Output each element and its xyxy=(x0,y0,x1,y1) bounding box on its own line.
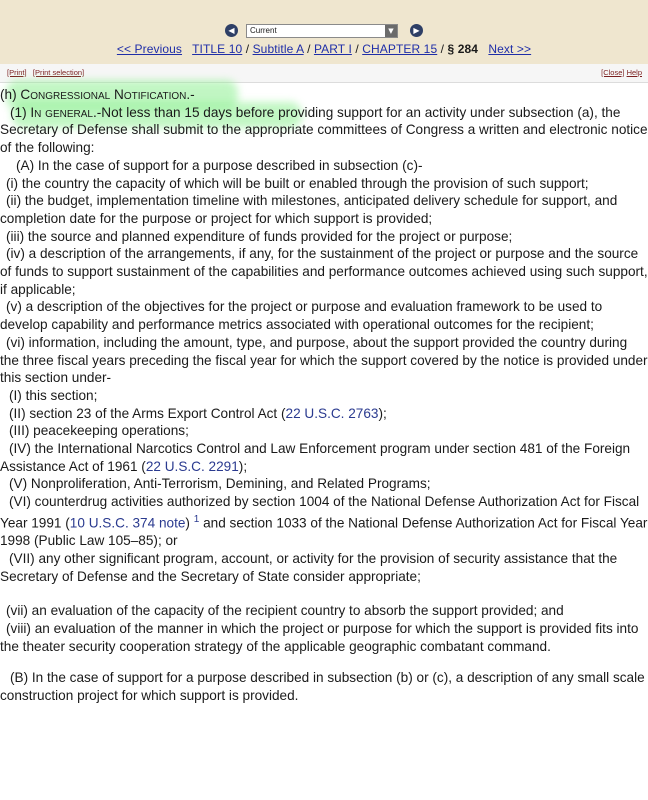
breadcrumb-separator: / xyxy=(307,42,311,56)
navigation-bar xyxy=(0,0,648,64)
chevron-down-icon[interactable]: ▼ xyxy=(385,25,397,37)
paragraph-text: -Not less than 15 days before providing support for an activity under subsection (a), the Secretary of Defense shall submit to the appropriate committees of Congress a written and electronic notice of the following: xyxy=(0,104,648,156)
spacer xyxy=(0,655,648,669)
clause-iii: (iii) the source and planned expenditure of funds provided for the project or purpose; xyxy=(6,228,513,244)
subsection-heading: Congressional Notification.- xyxy=(20,87,195,102)
subsection-h-heading xyxy=(0,86,648,104)
usc-ref-link[interactable]: 10 U.S.C. 374 note xyxy=(69,515,186,531)
clause-B: (B) In the case of support for a purpose described in subsection (b) or (c), a description of any small scale construction project for which support is provided. xyxy=(0,670,645,704)
paragraph-heading: In general. xyxy=(30,104,97,120)
usc-ref-link[interactable]: 22 U.S.C. 2291 xyxy=(145,458,239,474)
subclause-text: ) xyxy=(185,515,194,531)
clause-i: (i) the country the capacity of which will be built or enabled through the provision of such support; xyxy=(6,175,589,191)
clause-v: (v) a description of the objectives for the project or purpose and evaluation framework to be used to develop capability and performance metrics associated with operational outcomes for the recipient; xyxy=(0,299,603,333)
subclause-I: (I) this section; xyxy=(9,387,98,403)
subclause-text: ); xyxy=(378,405,387,421)
breadcrumb-title[interactable]: TITLE 10 xyxy=(192,42,243,56)
breadcrumb-section: § 284 xyxy=(447,42,479,56)
clause-A: (A) In the case of support for a purpose described in subsection (c)- xyxy=(16,157,423,173)
print-link[interactable]: [Print] xyxy=(7,68,27,77)
statute-content xyxy=(0,86,648,705)
breadcrumb-chapter[interactable]: CHAPTER 15 xyxy=(362,42,438,56)
subclause-text: (IV) the International Narcotics Control and Law Enforcement program under section 481 of the Foreign Assistance Act of 1961 ( xyxy=(0,441,631,474)
footnote-link[interactable]: 1 xyxy=(193,513,200,525)
right-arrow-round-icon[interactable]: ▶ xyxy=(410,24,423,37)
subclause-VI xyxy=(0,493,648,550)
clause-viii: (viii) an evaluation of the manner in which the project or purpose for which the support is provided fits into the theater security cooperation strategy of the applicable geographic combatant command. xyxy=(0,620,639,654)
subsection-label: (h) xyxy=(0,87,21,102)
breadcrumb-part[interactable]: PART I xyxy=(313,42,352,56)
subclause-text: ); xyxy=(238,458,248,474)
next-link[interactable]: Next >> xyxy=(488,42,532,56)
close-link[interactable]: [Close] xyxy=(601,68,625,77)
breadcrumb-separator: / xyxy=(440,42,445,56)
subclause-III: (III) peacekeeping operations; xyxy=(9,423,189,439)
help-link[interactable]: Help xyxy=(626,68,642,77)
left-arrow-round-icon[interactable]: ◀ xyxy=(225,24,238,37)
subclause-text: and section 1033 of the National Defense Authorization Act for Fiscal Year 1998 (Public Law 105–85); or xyxy=(0,515,648,549)
previous-link[interactable]: << Previous xyxy=(116,42,183,56)
breadcrumb xyxy=(0,42,648,56)
subclause-VII: (VII) any other significant program, account, or activity for the provision of security assistance that the Secretary of Defense and the Secretary of State consider appropriate; xyxy=(0,550,618,584)
subclause-II xyxy=(0,405,648,423)
clause-iv: (iv) a description of the arrangements, if any, for the sustainment of the project or purpose and the source of funds to support sustainment of the capabilities and performance outcomes achieved using such support, if applicable; xyxy=(0,246,648,297)
paragraph-label: (1) xyxy=(10,104,31,120)
subclause-text: (II) section 23 of the Arms Export Control Act ( xyxy=(9,405,286,421)
subclause-IV xyxy=(0,440,648,475)
version-select[interactable] xyxy=(246,24,398,38)
subclause-V: (V) Nonproliferation, Anti-Terrorism, Demining, and Related Programs; xyxy=(9,476,431,492)
subclause-text: (VI) counterdrug activities authorized by section 1004 of the National Defense Authorization Act for Fiscal Year 1991 ( xyxy=(0,494,640,531)
paragraph-1 xyxy=(0,104,648,157)
clause-vii: (vii) an evaluation of the capacity of the recipient country to absorb the support provided; and xyxy=(6,603,564,619)
breadcrumb-separator: / xyxy=(355,42,359,56)
clause-ii: (ii) the budget, implementation timeline with milestones, anticipated delivery schedule for support, and completion date for the purpose or project for which support is provided; xyxy=(0,193,618,226)
version-select-value: Current xyxy=(250,26,277,35)
usc-ref-link[interactable]: 22 U.S.C. 2763 xyxy=(285,405,379,421)
print-selection-link[interactable]: [Print selection] xyxy=(32,68,85,77)
spacer xyxy=(0,585,648,602)
clause-vi: (vi) information, including the amount, type, and purpose, about the support provided the country during the three fiscal years preceding the fiscal year for which the support covered by the notice is provided under this section under- xyxy=(0,334,648,386)
breadcrumb-subtitle[interactable]: Subtitle A xyxy=(252,42,304,56)
breadcrumb-separator: / xyxy=(245,42,250,56)
